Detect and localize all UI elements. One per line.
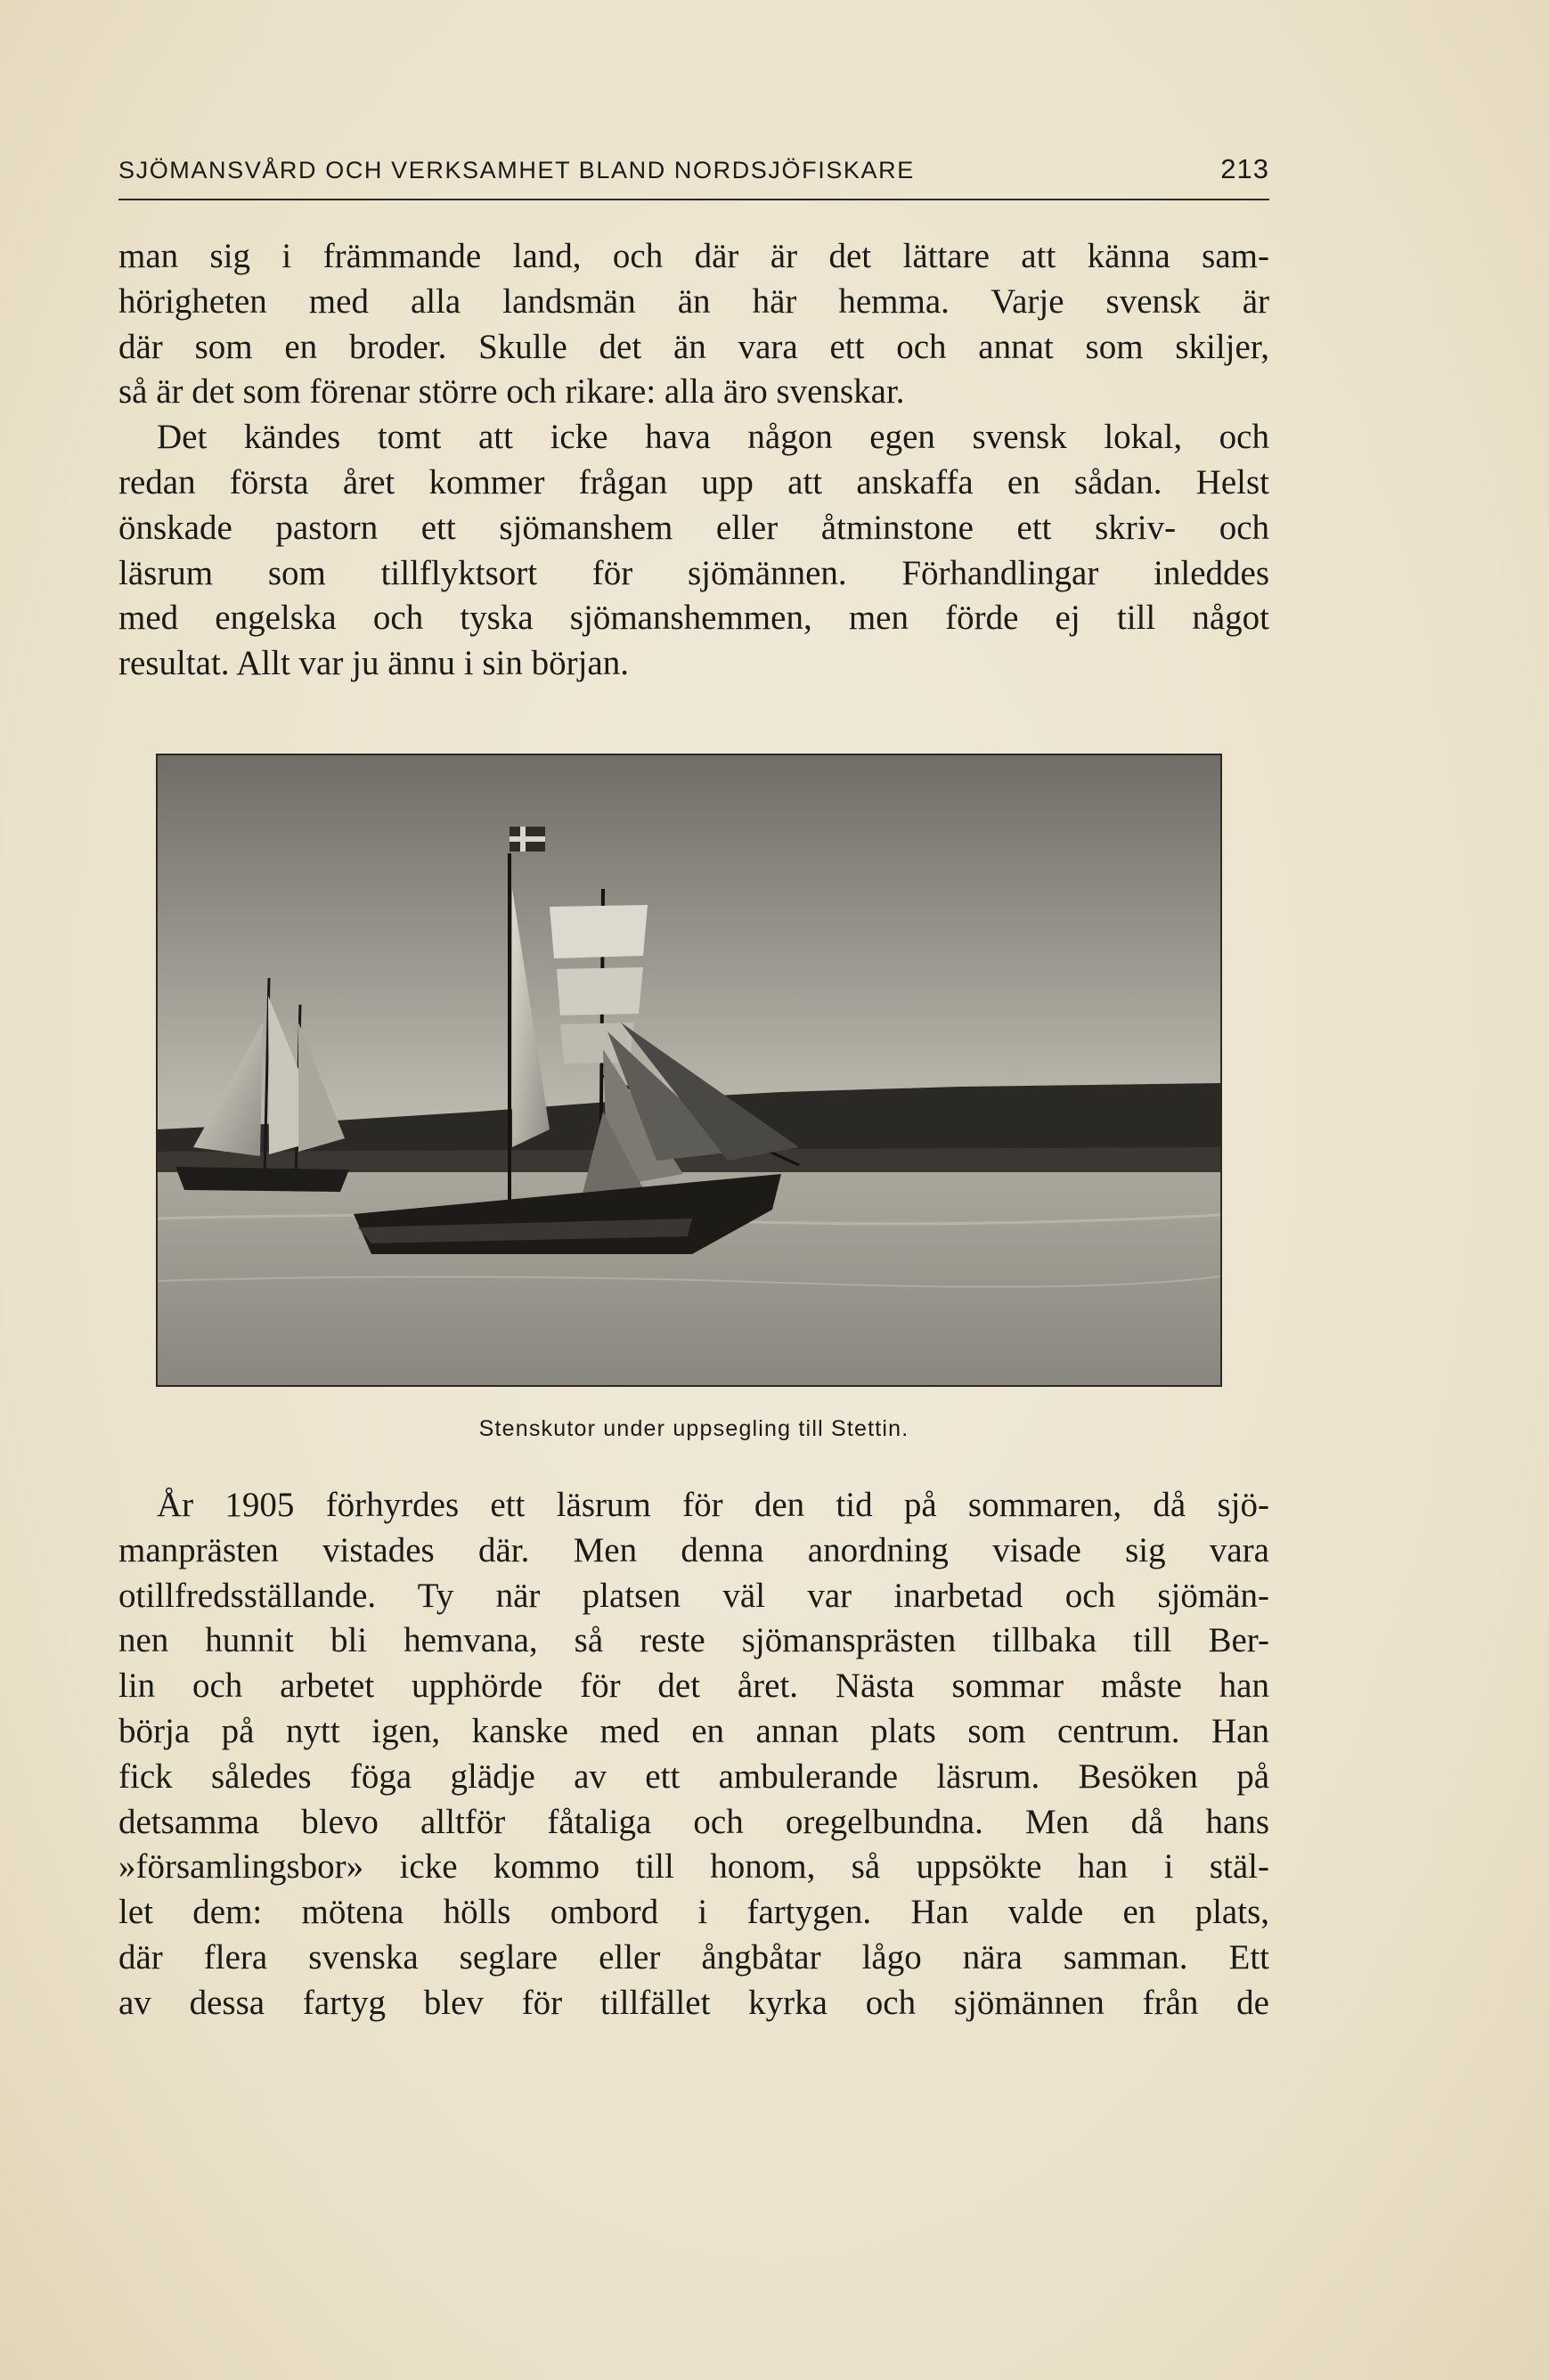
text-line: där som en broder. Skulle det än vara ett och annat som skiljer, [118, 327, 1269, 366]
text-line: fick således föga glädje av ett ambulerande läsrum. Besöken på [118, 1756, 1269, 1796]
text-line: Det kändes tomt att icke hava någon egen svensk lokal, och [157, 418, 1269, 457]
running-head: SJÖMANSVÅRD OCH VERKSAMHET BLAND NORDSJÖFISKARE [118, 157, 915, 183]
text-block-top [118, 234, 1269, 687]
photo-figure [156, 754, 1222, 1387]
figure-caption: Stenskutor under uppsegling till Stettin. [478, 1416, 909, 1441]
text-line: av dessa fartyg blev för tillfället kyrka och sjömännen från de [118, 1983, 1269, 2022]
text-line: man sig i främmande land, och där är det lättare att känna sam- [118, 237, 1269, 275]
text-line: med engelska och tyska sjömanshemmen, men förde ej till något [118, 599, 1269, 638]
text-line: så är det som förenar större och rikare: alla äro svenskar. [118, 372, 905, 412]
text-line: nen hunnit bli hemvana, så reste sjömansprästen tillbaka till Ber- [118, 1621, 1269, 1660]
page-number: 213 [1220, 153, 1269, 184]
paragraph-3 [118, 1483, 1269, 2026]
text-block-bottom [118, 1483, 1269, 2026]
text-line: detsamma blevo alltför fåtaliga och oregelbundna. Men då hans [118, 1802, 1269, 1841]
text-line: lin och arbetet upphörde för det året. Nästa sommar måste han [118, 1667, 1269, 1706]
text-line: läsrum som tillflyktsort för sjömännen. Förhandlingar inleddes [118, 553, 1269, 592]
paragraph-2 [118, 415, 1269, 687]
sailing-ships-photo [158, 755, 1220, 1385]
text-line: let dem: mötena hölls ombord i fartygen. Han valde en plats, [118, 1893, 1269, 1932]
text-line: hörigheten med alla landsmän än här hemma. Varje svensk är [118, 281, 1269, 321]
paragraph-1 [118, 234, 1269, 415]
header-rule [118, 199, 1269, 200]
text-line: »församlingsbor» icke kommo till honom, så uppsökte han i stäl- [118, 1847, 1269, 1887]
text-line: otillfredsställande. Ty när platsen väl var inarbetad och sjömän- [118, 1576, 1269, 1615]
page-header [118, 153, 1269, 185]
text-line: önskade pastorn ett sjömanshem eller åtminstone ett skriv- och [118, 508, 1269, 547]
text-line: börja på nytt igen, kanske med en annan plats som centrum. Han [118, 1711, 1269, 1750]
text-line: manprästen vistades där. Men denna anordning visade sig vara [118, 1530, 1269, 1569]
text-line: redan första året kommer frågan upp att anskaffa en sådan. Helst [118, 462, 1269, 501]
text-line: där flera svenska seglare eller ångbåtar lågo nära samman. Ett [118, 1937, 1269, 1977]
text-line: resultat. Allt var ju ännu i sin början. [118, 644, 629, 683]
text-line: År 1905 förhyrdes ett läsrum för den tid på sommaren, då sjö- [157, 1486, 1269, 1524]
